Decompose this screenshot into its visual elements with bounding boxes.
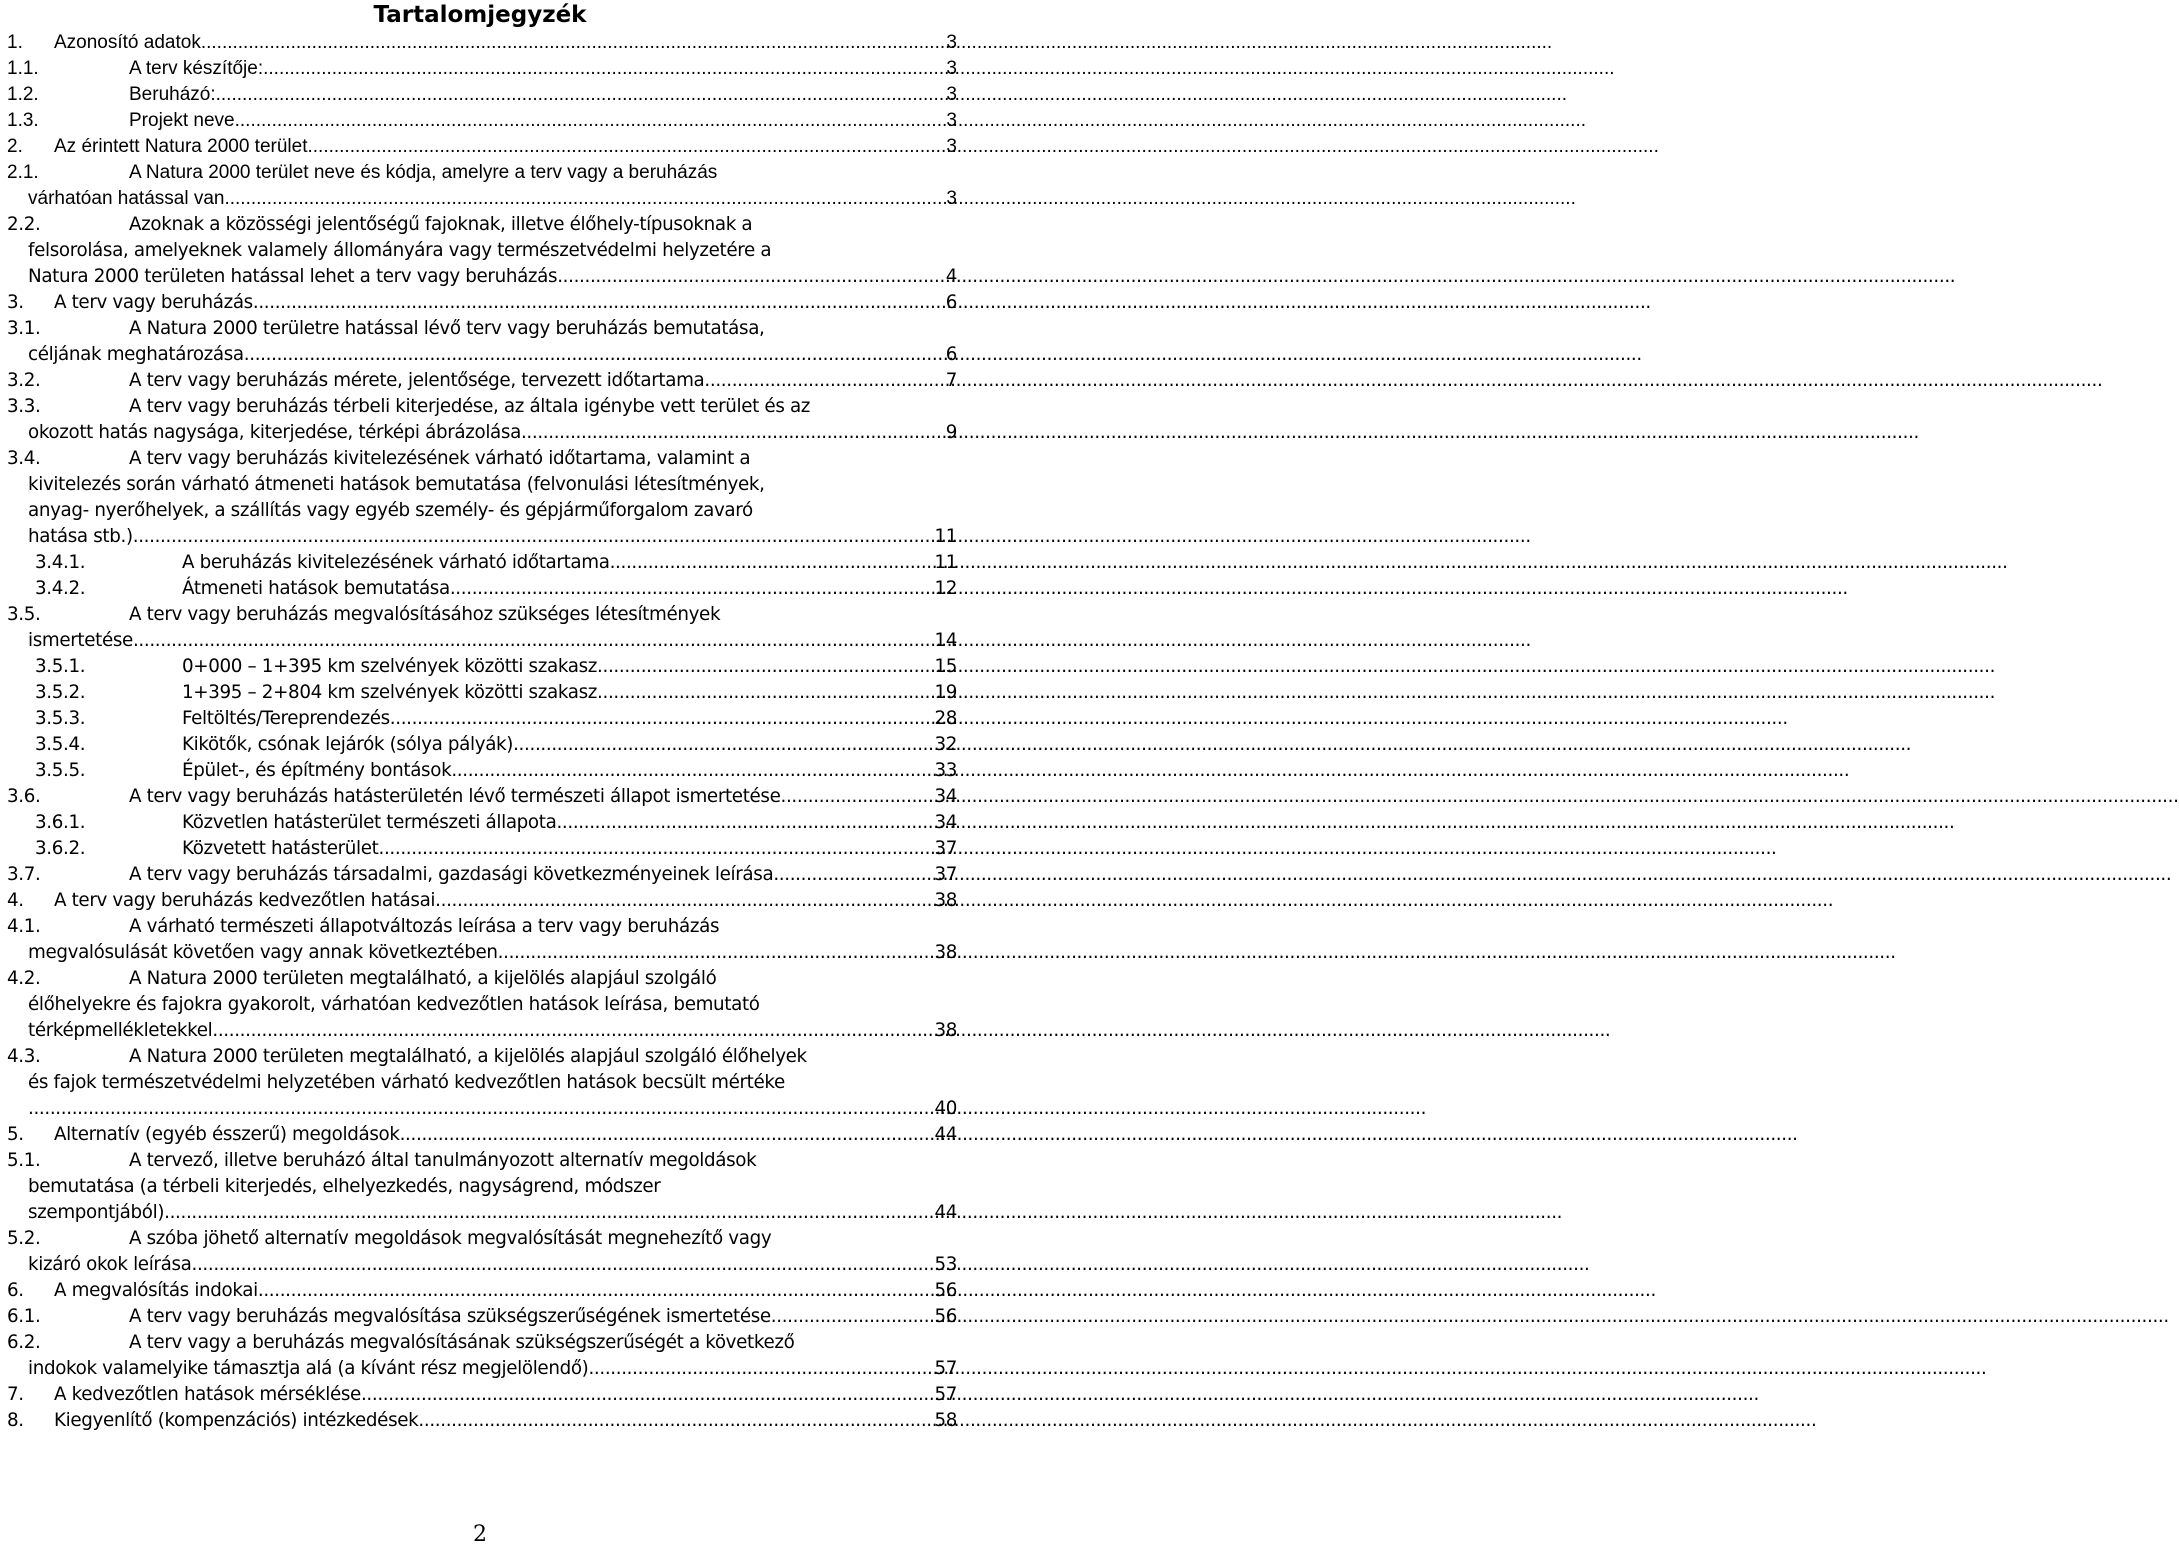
toc-entry-title: Azonosító adatok	[54, 32, 201, 53]
toc-entry[interactable]	[7, 914, 957, 966]
toc-entry-title: A tervező, illetve beruházó által tanulmányozott alternatív megoldások	[129, 1150, 757, 1171]
toc-entry[interactable]	[7, 576, 957, 602]
toc-entry-title: A Natura 2000 terület neve és kódja, amelyre a terv vagy a beruházás	[129, 162, 718, 183]
toc-entry-title: A szóba jöhető alternatív megoldások megvalósítását megnehezítő vagy	[129, 1228, 772, 1249]
toc-entry[interactable]	[7, 836, 957, 862]
toc-entry-title: Az érintett Natura 2000 terület	[54, 136, 308, 157]
toc-entry-title: Beruházó:	[129, 84, 216, 105]
toc-entry-number: 1.2.	[7, 84, 39, 105]
toc-entry-number: 3.4.1.	[35, 552, 86, 573]
toc-entry[interactable]	[7, 706, 957, 732]
toc-entry-title: Átmeneti hatások bemutatása	[182, 578, 450, 599]
toc-entry[interactable]	[7, 1304, 957, 1330]
toc-entry-title: 1+395 – 2+804 km szelvények közötti szakasz	[182, 682, 598, 703]
toc-entry-number: 3.2.	[7, 370, 41, 391]
toc-entry-page: 3	[946, 110, 957, 131]
toc-entry-number: 3.6.1.	[35, 812, 86, 833]
toc-entry-number: 3.3.	[7, 396, 41, 417]
dot-leader	[191, 1252, 932, 1278]
toc-entry-title: A terv vagy a beruházás megvalósításának szükségszerűségét a következő	[129, 1332, 795, 1353]
toc-entry-page: 34	[934, 812, 957, 833]
dot-leader	[307, 134, 944, 160]
dot-leader	[400, 1122, 933, 1148]
toc-entry[interactable]	[7, 810, 957, 836]
toc-entry[interactable]	[7, 680, 957, 706]
toc-entry-number: 1.	[7, 32, 23, 53]
toc-entry-title-continued: és fajok természetvédelmi helyzetében várható kedvezőtlen hatások becsült mértéke	[28, 1072, 785, 1093]
toc-entry-title: A terv vagy beruházás megvalósításához szükséges létesítmények	[129, 604, 721, 625]
toc-entry-title: A megvalósítás indokai	[54, 1280, 258, 1301]
dot-leader	[781, 784, 933, 810]
dot-leader	[451, 758, 932, 784]
toc-entry-number: 6.1.	[7, 1306, 41, 1327]
toc-entry-number: 2.2.	[7, 214, 41, 235]
toc-entry[interactable]	[7, 1226, 957, 1278]
toc-entry[interactable]	[7, 30, 957, 56]
toc-entry-page: 12	[934, 578, 957, 599]
toc-entry-title: A várható természeti állapotváltozás leírása a terv vagy beruházás	[129, 916, 720, 937]
toc-entry-title-continued: hatása stb.)	[28, 526, 133, 547]
dot-leader	[263, 56, 944, 82]
toc-entry-title-continued: indokok valamelyike támasztja alá (a kívánt rész megjelölendő)	[28, 1358, 589, 1379]
toc-entry-number: 8.	[7, 1410, 24, 1431]
toc-entry[interactable]	[7, 212, 957, 290]
table-of-contents	[7, 30, 957, 1434]
toc-entry-page: 44	[934, 1124, 957, 1145]
toc-entry-title-continued: élőhelyekre és fajokra gyakorolt, várhatóan kedvezőtlen hatások leírása, bemutató	[28, 994, 760, 1015]
toc-entry[interactable]	[7, 394, 957, 446]
toc-entry[interactable]	[7, 134, 957, 160]
toc-entry[interactable]	[7, 82, 957, 108]
dot-leader	[610, 550, 933, 576]
toc-entry-page: 28	[934, 708, 957, 729]
toc-entry-title: Alternatív (egyéb ésszerű) megoldások	[54, 1124, 400, 1145]
toc-entry-number: 7.	[7, 1384, 24, 1405]
dot-leader	[704, 368, 943, 394]
toc-entry-title: A terv vagy beruházás kivitelezésének várható időtartama, valamint a	[129, 448, 751, 469]
toc-entry-title: A Natura 2000 területen megtalálható, a kijelölés alapjául szolgáló	[129, 968, 717, 989]
toc-entry-title: A Natura 2000 területen megtalálható, a kijelölés alapjául szolgáló élőhelyek	[129, 1046, 807, 1067]
toc-entry[interactable]	[7, 966, 957, 1044]
toc-entry-number: 3.1.	[7, 318, 41, 339]
toc-entry-title-continued: Natura 2000 területen hatással lehet a terv vagy beruházás	[28, 266, 558, 287]
toc-entry-page: 32	[934, 734, 957, 755]
toc-entry[interactable]	[7, 1330, 957, 1382]
toc-entry-title: 0+000 – 1+395 km szelvények közötti szakasz	[182, 656, 598, 677]
toc-entry-title: Épület-, és építmény bontások	[182, 760, 452, 781]
toc-entry-page: 3	[946, 32, 957, 53]
toc-entry-title-continued: szempontjából)	[28, 1202, 165, 1223]
toc-entry-page: 15	[934, 656, 957, 677]
toc-entry-page: 14	[934, 630, 957, 651]
dot-leader	[258, 1278, 933, 1304]
dot-leader	[450, 576, 933, 602]
toc-entry-title: Azoknak a közösségi jelentőségű fajoknak, illetve élőhely-típusoknak a	[129, 214, 753, 235]
toc-entry-number: 1.1.	[7, 58, 39, 79]
toc-entry-page: 38	[934, 942, 957, 963]
toc-entry-page: 3	[946, 188, 957, 209]
dot-leader	[435, 888, 932, 914]
toc-entry-page: 4	[945, 266, 957, 287]
toc-entry-title: A beruházás kivitelezésének várható időtartama	[182, 552, 610, 573]
toc-entry[interactable]	[7, 160, 957, 212]
toc-entry[interactable]	[7, 784, 957, 810]
dot-leader	[597, 680, 932, 706]
toc-entry-number: 1.3.	[7, 110, 39, 131]
toc-entry-page: 37	[934, 864, 957, 885]
toc-entry-title-continued: térképmellékletekkel	[28, 1020, 213, 1041]
toc-entry[interactable]	[7, 550, 957, 576]
toc-entry-title: A terv vagy beruházás kedvezőtlen hatásai	[54, 890, 436, 911]
toc-entry-title-continued: céljának meghatározása	[28, 344, 244, 365]
toc-entry-page: 44	[934, 1202, 957, 1223]
toc-entry-number: 3.4.2.	[35, 578, 86, 599]
dot-leader	[164, 1200, 932, 1226]
toc-entry-page: 3	[946, 58, 957, 79]
toc-entry-title: Közvetlen hatásterület természeti állapota	[182, 812, 557, 833]
toc-entry[interactable]	[7, 1382, 957, 1408]
toc-entry-title: A terv vagy beruházás társadalmi, gazdasági következményeinek leírása	[129, 864, 774, 885]
toc-entry-number: 5.	[7, 1124, 24, 1145]
toc-entry-page: 3	[946, 136, 957, 157]
toc-entry-number: 3.5.5.	[35, 760, 86, 781]
toc-entry-page: 57	[934, 1384, 957, 1405]
toc-entry-title: A terv vagy beruházás térbeli kiterjedése, az általa igénybe vett terület és az	[129, 396, 811, 417]
toc-entry-page: 38	[934, 890, 957, 911]
dot-leader	[597, 654, 932, 680]
toc-entry[interactable]	[7, 290, 957, 316]
dot-leader	[390, 706, 933, 732]
toc-entry-page: 11	[934, 552, 957, 573]
toc-entry[interactable]	[7, 602, 957, 654]
toc-entry-number: 6.2.	[7, 1332, 41, 1353]
toc-entry-title-continued: kizáró okok leírása	[28, 1254, 192, 1275]
toc-entry-title: Projekt neve	[129, 110, 235, 131]
toc-entry[interactable]	[7, 1408, 957, 1434]
dot-leader	[216, 82, 945, 108]
toc-entry-page: 56	[934, 1280, 957, 1301]
toc-entry[interactable]	[7, 56, 957, 82]
dot-leader	[361, 1382, 933, 1408]
toc-entry-title-continued: kivitelezés során várható átmeneti hatások bemutatása (felvonulási létesítmények,	[28, 474, 765, 495]
dot-leader	[378, 836, 932, 862]
toc-entry-page: 19	[934, 682, 957, 703]
toc-entry-number: 4.2.	[7, 968, 41, 989]
dot-leader	[556, 810, 932, 836]
toc-entry-title-continued: anyag- nyerőhelyek, a szállítás vagy egyéb személy- és gépjárműforgalom zavaró	[28, 500, 753, 521]
toc-entry-number: 3.6.	[7, 786, 41, 807]
toc-entry-page: 9	[945, 422, 957, 443]
toc-entry-title: A kedvezőtlen hatások mérséklése	[54, 1384, 361, 1405]
toc-entry-page: 56	[934, 1306, 957, 1327]
dot-leader	[212, 1018, 932, 1044]
toc-entry-page: 6	[945, 344, 957, 365]
toc-entry-number: 3.5.	[7, 604, 41, 625]
toc-title: Tartalomjegyzék	[373, 2, 587, 28]
toc-entry-page: 37	[934, 838, 957, 859]
toc-entry[interactable]	[7, 368, 957, 394]
toc-entry-title-continued: okozott hatás nagysága, kiterjedése, térképi ábrázolása	[28, 422, 521, 443]
toc-entry-title-continued: várhatóan hatással van	[28, 188, 225, 209]
toc-entry-page: 34	[934, 786, 957, 807]
toc-entry-title: Feltöltés/Tereprendezés	[182, 708, 390, 729]
toc-entry-title: A terv vagy beruházás mérete, jelentősége, tervezett időtartama	[129, 370, 705, 391]
toc-entry-number: 3.7.	[7, 864, 41, 885]
toc-entry-page: 7	[945, 370, 957, 391]
toc-entry-number: 2.1.	[7, 162, 39, 183]
toc-entry-title: Közvetett hatásterület	[182, 838, 379, 859]
dot-leader	[557, 264, 944, 290]
toc-entry-number: 4.3.	[7, 1046, 41, 1067]
toc-entry-title: A terv vagy beruházás hatásterületén lévő természeti állapot ismertetése	[129, 786, 781, 807]
dot-leader	[244, 342, 944, 368]
dot-leader	[235, 108, 945, 134]
toc-entry-page: 11	[934, 526, 957, 547]
toc-entry-page: 33	[934, 760, 957, 781]
toc-entry[interactable]	[7, 654, 957, 680]
toc-entry-number: 3.5.1.	[35, 656, 86, 677]
dot-leader	[133, 524, 933, 550]
toc-entry-title: Kiegyenlítő (kompenzációs) intézkedések	[54, 1410, 419, 1431]
toc-entry-number: 3.6.2.	[35, 838, 86, 859]
toc-entry-number: 3.5.3.	[35, 708, 86, 729]
toc-entry[interactable]	[7, 732, 957, 758]
toc-entry-number: 4.1.	[7, 916, 41, 937]
dot-leader	[498, 940, 933, 966]
toc-entry-number: 3.	[7, 292, 24, 313]
toc-entry-number: 6.	[7, 1280, 24, 1301]
toc-entry-page: 40	[934, 1098, 957, 1119]
dot-leader	[418, 1408, 932, 1434]
toc-entry[interactable]	[7, 1148, 957, 1226]
toc-entry[interactable]	[7, 888, 957, 914]
dot-leader	[773, 862, 932, 888]
toc-entry-title: A terv készítője:	[129, 58, 264, 79]
dot-leader	[588, 1356, 932, 1382]
toc-entry-title-continued: bemutatása (a térbeli kiterjedés, elhelyezkedés, nagyságrend, módszer	[28, 1176, 661, 1197]
toc-entry-title-continued: felsorolása, amelyeknek valamely állományára vagy természetvédelmi helyzetére a	[28, 240, 772, 261]
toc-entry[interactable]	[7, 758, 957, 784]
toc-entry[interactable]	[7, 1122, 957, 1148]
toc-entry-page: 38	[934, 1020, 957, 1041]
toc-entry-page: 57	[934, 1358, 957, 1379]
toc-entry-number: 5.1.	[7, 1150, 41, 1171]
toc-entry-title-continued: megvalósulását követően vagy annak következtében	[28, 942, 498, 963]
toc-entry-number: 3.5.2.	[35, 682, 86, 703]
toc-entry[interactable]	[7, 1278, 957, 1304]
toc-entry-number: 2.	[7, 136, 23, 157]
toc-entry-number: 3.4.	[7, 448, 41, 469]
toc-entry-title-continued: ismertetése	[28, 630, 133, 651]
toc-entry-number: 5.2.	[7, 1228, 41, 1249]
dot-leader	[28, 1096, 932, 1122]
toc-entry-number: 4.	[7, 890, 24, 911]
dot-leader	[224, 186, 944, 212]
dot-leader	[771, 1304, 933, 1330]
toc-entry[interactable]	[7, 1044, 957, 1122]
toc-entry-page: 3	[946, 84, 957, 105]
toc-entry-title: A Natura 2000 területre hatással lévő terv vagy beruházás bemutatása,	[129, 318, 765, 339]
dot-leader	[513, 732, 932, 758]
dot-leader	[521, 420, 944, 446]
page-number: 2	[473, 1522, 487, 1547]
toc-entry[interactable]	[7, 862, 957, 888]
toc-entry-title: A terv vagy beruházás megvalósítása szükségszerűségének ismertetése	[129, 1306, 771, 1327]
toc-entry-page: 53	[934, 1254, 957, 1275]
toc-entry-title: Kikötők, csónak lejárók (sólya pályák)	[182, 734, 514, 755]
dot-leader	[201, 30, 945, 56]
dot-leader	[133, 628, 933, 654]
dot-leader	[253, 290, 944, 316]
toc-entry-number: 3.5.4.	[35, 734, 86, 755]
toc-entry-title: A terv vagy beruházás	[54, 292, 253, 313]
toc-entry[interactable]	[7, 108, 957, 134]
toc-entry[interactable]	[7, 316, 957, 368]
toc-entry-page: 6	[945, 292, 957, 313]
toc-entry-page: 58	[934, 1410, 957, 1431]
toc-entry[interactable]	[7, 446, 957, 550]
